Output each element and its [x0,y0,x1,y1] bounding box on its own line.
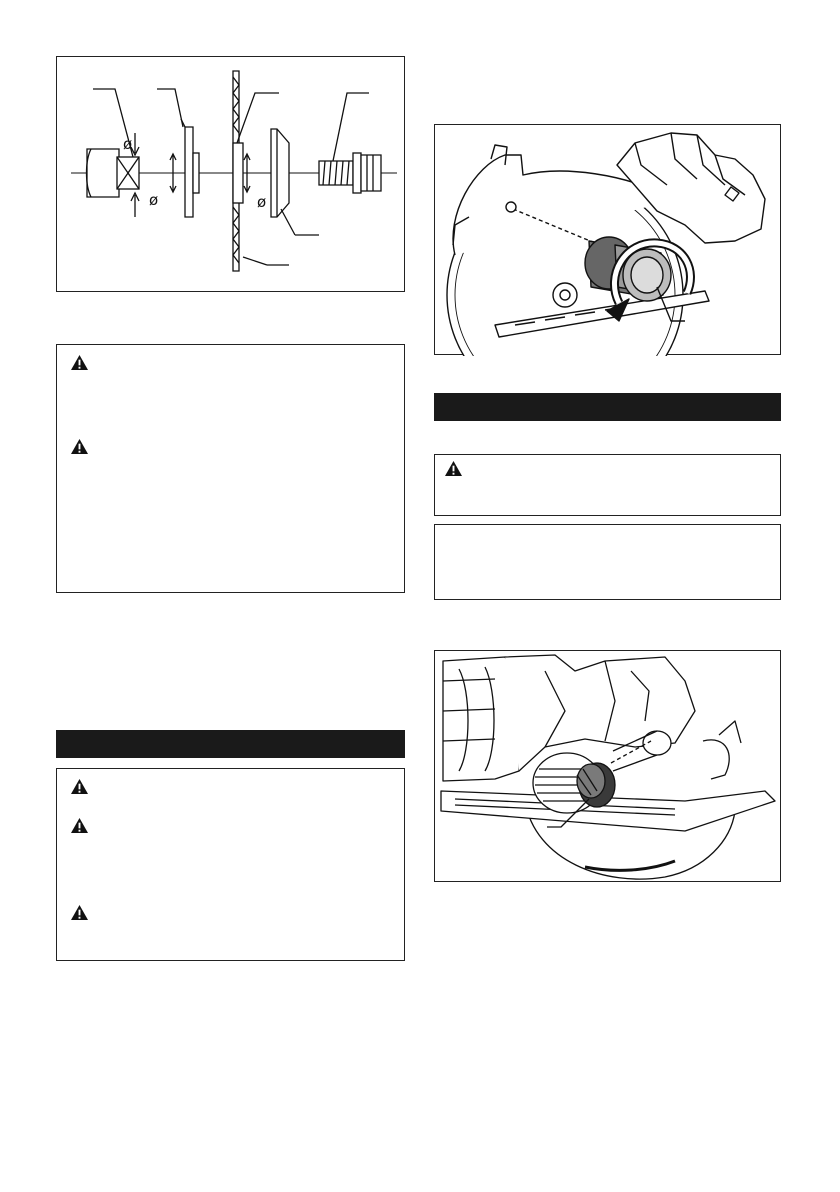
diameter-symbol: ø [123,135,133,153]
warning-box-blade-install [56,344,405,593]
warning-triangle-icon [70,354,89,371]
warning-triangle-icon [70,438,89,455]
warning-box-dust-nozzle [434,454,781,516]
saw-illustration [435,125,782,356]
note-box [434,524,781,600]
saw-illustration [435,651,782,883]
warning-triangle-icon [70,778,89,795]
warning-triangle-icon [70,817,89,834]
section-heading-bar [434,393,781,421]
diameter-symbol: ø [149,191,159,209]
section-heading-bar [56,730,405,758]
diameter-symbol: ø [257,193,267,211]
warning-triangle-icon [70,904,89,921]
blade-assembly-diagram [57,57,406,293]
warning-box-lock-lever [56,768,405,961]
warning-triangle-icon [444,460,463,477]
blade-assembly-figure [56,56,405,292]
blade-wrench-figure [434,124,781,355]
cropped-footer-strip [0,1186,840,1192]
dust-nozzle-figure [434,650,781,882]
